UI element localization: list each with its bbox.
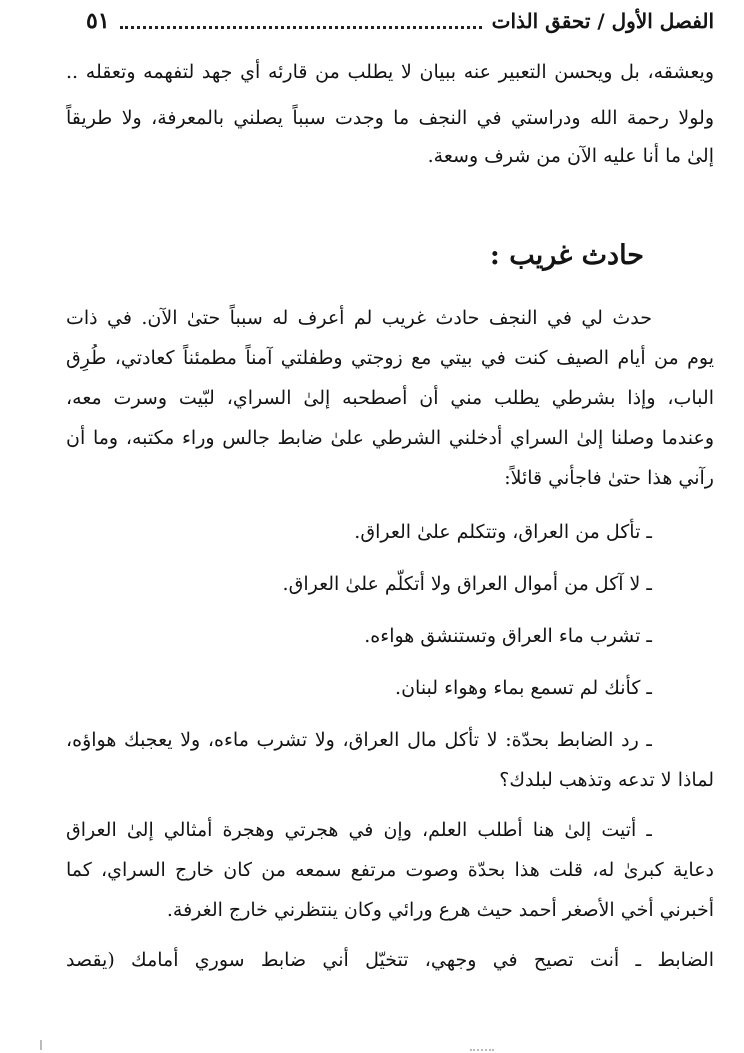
text-line: رآني هذا حتىٰ فاجأني قائلاً: xyxy=(504,467,714,489)
text-line: حدث لي في النجف حادث غريب لم أعرف له سبباً حتىٰ الآن. في ذات xyxy=(66,307,652,329)
text-line: أخبرني أخي الأصغر أحمد حيث هرع ورائي وكان ينتظرني خارج الغرفة. xyxy=(166,899,714,921)
dialogue-line: ـ تشرب ماء العراق وتستنشق هواءه. xyxy=(364,625,652,647)
text-line: ـ رد الضابط بحدّة: لا تأكل مال العراق، ولا تشرب ماءه، ولا يعجبك هواؤه، xyxy=(66,729,652,751)
text-line: ـ أتيت إلىٰ هنا أطلب العلم، وإن في هجرتي وهجرة أمثالي إلىٰ العراق xyxy=(66,819,652,841)
text-line: وعندما وصلنا إلىٰ السراي أدخلني الشرطي علىٰ ضابط جالس وراء مكتبه، وما أن xyxy=(66,427,714,449)
text-line: ولولا رحمة الله ودراستي في النجف ما وجدت سبباً يصلني بالمعرفة، ولا طريقاً xyxy=(66,107,714,129)
dotted-leader xyxy=(120,26,482,29)
dialogue-line: ـ لا آكل من أموال العراق ولا أتكلّم علىٰ العراق. xyxy=(282,573,652,595)
text-line: دعاية كبرىٰ له، قلت هذا بحدّة وصوت مرتفع سمعه من كان خارج السراي، كما xyxy=(66,859,714,881)
text-line: لماذا لا تدعه وتذهب لبلدك؟ xyxy=(499,769,714,791)
scan-mark xyxy=(470,1046,494,1051)
text-line: ويعشقه، بل ويحسن التعبير عنه ببيان لا يطلب من قارئه أي جهد لتفهمه وتعقله .. xyxy=(66,61,714,83)
text-line: الباب، وإذا بشرطي يطلب مني أن أصطحبه إلىٰ السراي، لبّيت وسرت معه، xyxy=(66,387,714,409)
dialogue-line: ـ تأكل من العراق، وتتكلم علىٰ العراق. xyxy=(354,521,652,543)
section-heading: حادث غريب : xyxy=(489,240,644,271)
scan-mark xyxy=(40,1040,42,1050)
page-header xyxy=(86,4,714,38)
running-head: الفصل الأول / تحقق الذات xyxy=(491,9,714,33)
dialogue-line: ـ كأنك لم تسمع بماء وهواء لبنان. xyxy=(395,677,652,699)
page-number: ٥١ xyxy=(86,8,110,34)
text-line: إلىٰ ما أنا عليه الآن من شرف وسعة. xyxy=(427,145,714,167)
text-line: الضابط ـ أنت تصيح في وجهي، تتخيّل أني ضابط سوري أمامك (يقصد xyxy=(66,949,714,971)
text-line: يوم من أيام الصيف كنت في بيتي مع زوجتي وطفلتي آمناً مطمئناً كعادتي، طُرِق xyxy=(66,347,714,369)
